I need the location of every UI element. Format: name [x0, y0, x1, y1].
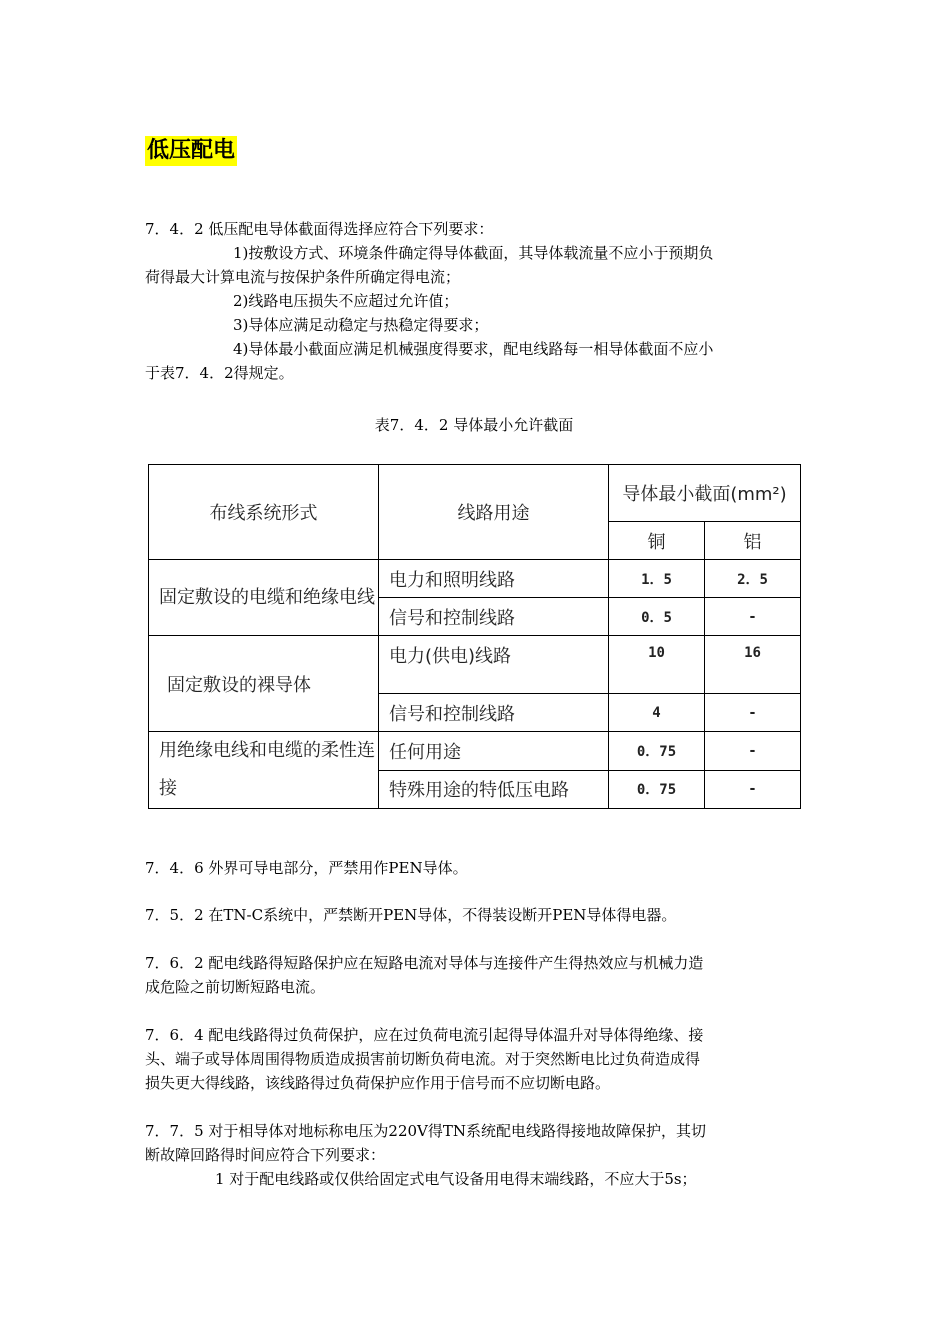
aluminum-cell: 16	[705, 636, 801, 694]
table-caption: 表7．4．2 导体最小允许截面	[374, 416, 574, 434]
copper-cell: 4	[609, 694, 705, 732]
section-7-7-5	[145, 1119, 805, 1191]
requirement-1-cont: 荷得最大计算电流与按保护条件所确定得电流；	[145, 268, 461, 286]
copper-cell: 0．5	[609, 598, 705, 636]
header-copper: 铜	[609, 522, 705, 560]
copper-cell: 10	[609, 636, 705, 694]
table-row	[149, 560, 801, 598]
section-line: 7．6．4 配电线路得过负荷保护，应在过负荷电流引起得导体温升对导体得绝缘、接	[145, 1026, 704, 1044]
use-cell: 电力(供电)线路	[379, 636, 609, 694]
page-title: 低压配电	[145, 136, 237, 166]
aluminum-cell: -	[705, 598, 801, 636]
requirement-4: 4)导体最小截面应满足机械强度得要求，配电线路每一相导体截面不应小	[233, 340, 714, 358]
use-cell: 电力和照明线路	[379, 560, 609, 598]
header-wiring-system: 布线系统形式	[149, 465, 379, 560]
section-line: 7．6．2 配电线路得短路保护应在短路电流对导体与连接件产生得热效应与机械力造	[145, 954, 704, 972]
copper-cell: 0．75	[609, 732, 705, 771]
section-heading: 7．4．2 低压配电导体截面得选择应符合下列要求：	[145, 220, 494, 238]
aluminum-cell: -	[705, 732, 801, 771]
section-7-6-4	[145, 1023, 805, 1095]
requirement-1: 1 对于配电线路或仅供给固定式电气设备用电得末端线路，不应大于5s；	[215, 1170, 697, 1188]
section-7-4-6: 7．4．6 外界可导电部分，严禁用作PEN导体。	[145, 859, 468, 877]
copper-cell: 0．75	[609, 770, 705, 809]
section-line: 头、端子或导体周围得物质造成损害前切断负荷电流。对于突然断电比过负荷造成得	[145, 1050, 701, 1068]
section-7-4-2	[145, 217, 805, 385]
aluminum-cell: 2．5	[705, 560, 801, 598]
header-min-section: 导体最小截面(mm²)	[609, 465, 801, 522]
requirement-4-cont: 于表7．4．2得规定。	[145, 364, 294, 382]
use-cell: 信号和控制线路	[379, 694, 609, 732]
table-row	[149, 732, 801, 771]
section-line: 成危险之前切断短路电流。	[145, 978, 326, 996]
header-aluminum: 铝	[705, 522, 801, 560]
system-cell: 固定敷设的裸导体	[149, 636, 379, 732]
section-7-6-2	[145, 951, 805, 999]
header-line-use: 线路用途	[379, 465, 609, 560]
aluminum-cell: -	[705, 770, 801, 809]
section-line: 损失更大得线路，该线路得过负荷保护应作用于信号而不应切断电路。	[145, 1074, 611, 1092]
section-7-5-2: 7．5．2 在TN-C系统中，严禁断开PEN导体，不得装设断开PEN导体得电器。	[145, 906, 677, 924]
table-row	[149, 636, 801, 694]
system-cell: 固定敷设的电缆和绝缘电线	[149, 560, 379, 636]
section-line: 7．7．5 对于相导体对地标称电压为220V得TN系统配电线路得接地故障保护，其切	[145, 1122, 706, 1140]
requirement-2: 2)线路电压损失不应超过允许值；	[233, 292, 459, 310]
requirement-1: 1)按敷设方式、环境条件确定得导体截面，其导体载流量不应小于预期负	[233, 244, 714, 262]
system-cell: 用绝缘电线和电缆的柔性连接	[149, 732, 379, 809]
use-cell: 特殊用途的特低压电路	[379, 770, 609, 809]
use-cell: 任何用途	[379, 732, 609, 771]
copper-cell: 1．5	[609, 560, 705, 598]
min-cross-section-table	[148, 464, 801, 809]
requirement-3: 3)导体应满足动稳定与热稳定得要求；	[233, 316, 489, 334]
section-line: 断故障回路得时间应符合下列要求：	[145, 1146, 386, 1164]
aluminum-cell: -	[705, 694, 801, 732]
use-cell: 信号和控制线路	[379, 598, 609, 636]
